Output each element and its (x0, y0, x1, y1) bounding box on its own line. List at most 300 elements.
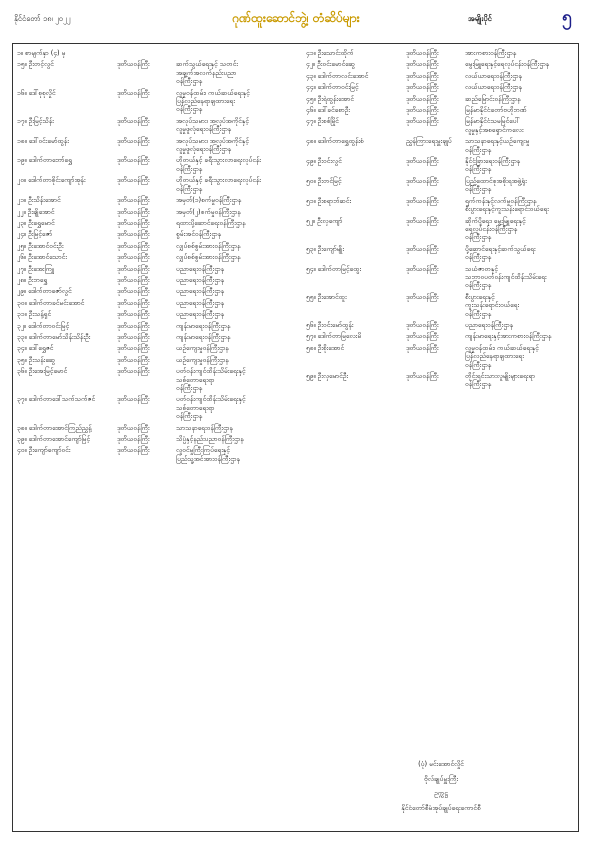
ministry-line: ကျန်းမာရေးဝန်ကြီးဌာန (176, 321, 231, 330)
list-item (306, 60, 582, 68)
ministry-line: လျှပ်စစ်စွမ်းအားဝန်ကြီးဌာန (176, 241, 241, 250)
ministry-line: ပညာရေးဝန်ကြီးဌာန (176, 275, 225, 284)
item-number: ၅၆။ (306, 320, 316, 329)
ministry-line: ကျန်းမာရေးနှင့်အားကစားဝန်ကြီးဌာန (465, 332, 552, 341)
list-item (306, 177, 582, 194)
ministry-line: မွေးမြူရေးနှင့်ရေလုပ်ငန်းဝန်ကြီးဌာန (465, 60, 550, 69)
person-name (17, 230, 117, 238)
person-name (17, 356, 117, 364)
name-text: ဦးဝင်းမော်ထွန်း (317, 320, 354, 329)
ministry-line: ပညာရေးဝန်ကြီးဌာန (176, 287, 225, 296)
name-text: ဦးလှမောင်ဦး (317, 372, 349, 380)
name-text: ဒေါက်တာလင်းအောင် (317, 71, 369, 80)
list-item (306, 321, 582, 329)
list-item (17, 333, 293, 341)
item-number: ၃၅။ (17, 355, 27, 364)
name-text: ဒေါက်တာရွှေထွန်းစံ (317, 137, 364, 146)
position-title: ဒုတိယဝန်ကြီး (406, 71, 439, 80)
name-text: ဒေါက်တာမြလေးမိ (317, 332, 362, 341)
ministry-line: ဝန်ကြီးဌာန (465, 360, 492, 369)
ministry (176, 367, 293, 392)
person-name (306, 60, 406, 68)
list-item (17, 446, 293, 463)
ministry (176, 395, 293, 420)
person-name (306, 177, 406, 194)
ministry (465, 60, 582, 68)
ministry-line: ပတ်ဝန်းကျင်ထိန်းသိမ်းရေးနှင့် (176, 395, 246, 404)
person-name (17, 344, 117, 352)
item-number: ၅၂။ (306, 216, 315, 225)
ministry-line: စီးပွားရေးနှင့်ကူးသန်းရောင်းဝယ်ရေး (465, 205, 549, 214)
name-text: ဒေါက်တာဇော်လွင် (28, 287, 72, 296)
position-title: ဒုတိယဝန်ကြီး (406, 196, 439, 205)
item-number: ၄၀။ (17, 446, 27, 455)
item-number: ၄၇။ (306, 117, 316, 126)
ministry-line: လူမှုနှင့်အစရှောင်ကလေး (465, 125, 524, 134)
ministry-line: မြန်မာနိုင်ငံတော်ဗဟိုဘဏ် (465, 106, 527, 115)
name-text: ဒေါက်တာမော်သိန်းသိန်းဦး (28, 332, 91, 341)
ministry-line: ပြန်လည်နေရာချထားရေး (176, 97, 235, 106)
person-name (17, 176, 117, 193)
list-item (306, 197, 582, 214)
ministry-line: သယံဇာတနှင့် (465, 264, 498, 273)
ministry (465, 372, 582, 389)
ministry-line: အားကစားဝန်ကြီးဌာန (465, 49, 517, 57)
person-name (17, 276, 117, 284)
position-title: ဒုတိယဝန်ကြီး (406, 49, 439, 57)
list-item (306, 157, 582, 174)
list-item (17, 395, 293, 420)
item-number: ၃၄။ (17, 344, 27, 353)
ministry-line: နိုင်ငံခြားရေးဝန်ကြီးဌာန (465, 157, 521, 166)
ministry-line: သစ်တောရေးရာ (176, 375, 215, 384)
person-name (306, 217, 406, 242)
ministry-line: သဘာဝပတ်ဝန်းကျင်ထိန်းသိမ်းရေး (465, 272, 547, 281)
person-name (306, 332, 406, 340)
ministry (465, 217, 582, 242)
ministry-line: ဝန်ကြီးဌာန (465, 309, 492, 318)
item-number: ၃၇။ (17, 395, 27, 404)
ministry-line: ဝန်ကြီးဌာန (465, 380, 492, 389)
person-name (17, 137, 117, 154)
name-text: ဒေါက်တာစိုင်းကျော်အုန်း (28, 176, 86, 185)
ministry (176, 344, 293, 352)
person-name (306, 245, 406, 262)
person-name (17, 299, 117, 307)
ministry-line: သိပ္ပံနှင့်နည်းပညာဝန်ကြီးဌာန (176, 435, 244, 444)
ministry (176, 435, 293, 443)
person-name (306, 372, 406, 389)
ministry (176, 333, 293, 341)
ministry-line: သစ်တောရေးရာ (176, 403, 215, 412)
position-title: ဒုတိယဝန်ကြီး (406, 343, 439, 352)
ministry-line: ဝန်ကြီးဌာန (465, 145, 492, 154)
name-text: ဦးမြင့်ဇော် (28, 230, 53, 239)
item-number: ၃၈။ (17, 423, 27, 432)
position-title: ဒုတိယဝန်ကြီး (406, 372, 439, 380)
list-item (306, 117, 582, 134)
ministry-line: ပညာရေးဝန်ကြီးဌာန (176, 310, 225, 319)
ministry-line: ဟိုတယ်နှင့် ခရီးသွားလာရေးလုပ်ငန်း (176, 156, 261, 165)
ministry-line: ဝန်ကြီးဌာန (465, 281, 492, 290)
ministry (465, 265, 582, 290)
position-title: ဒုတိယဝန်ကြီး (406, 216, 439, 225)
position-title: ဒုတိယဝန်ကြီး (406, 157, 439, 166)
right-column (306, 49, 582, 392)
position-title: ဒုတိယဝန်ကြီး (117, 287, 150, 296)
ministry-line: အမှတ်(၁)စက်မှုဝန်ကြီးဌာန (176, 196, 242, 205)
item-number: ၂၉။ (17, 287, 26, 296)
ministry (176, 219, 293, 227)
list-item (306, 344, 582, 369)
item-number: ၄၂။ (306, 60, 315, 69)
name-text: ဦးရဲထွန်းအောင် (317, 94, 354, 103)
ministry-line: ဝန်ကြီးဌာန (465, 185, 492, 194)
ministry-line: ပညာရေးဝန်ကြီးဌာန (176, 264, 225, 273)
item-number: ၅၃။ (306, 244, 316, 253)
signature-role: ဥက္ကဋ္ဌ (434, 789, 448, 797)
position-title: ဒုတိယဝန်ကြီး (117, 275, 150, 284)
ministry (465, 117, 582, 134)
ministry (176, 117, 293, 134)
item-number: ၄၅။ (306, 94, 316, 103)
list-item (17, 219, 293, 227)
list-item (17, 230, 293, 238)
person-name (306, 293, 406, 318)
name-text: ဦးဘရွှေ (28, 275, 48, 284)
name-text: ဦးလှကျော် (317, 216, 343, 225)
position-title: ဒုတိယဝန်ကြီး (406, 60, 439, 69)
item-number: ၃၀။ (17, 298, 27, 307)
name-text: ဦးအေးမြင့်မောင် (28, 367, 68, 376)
ministry (465, 137, 582, 154)
name-text: ဒေါက်တာဘော်ရွှေ (28, 156, 72, 165)
position-title: ဒုတိယဝန်ကြီး (117, 321, 150, 330)
person-name (17, 333, 117, 341)
person-name (306, 72, 406, 80)
ministry-line: ကူးသန်းရောင်းဝယ်ရေး (465, 301, 520, 310)
list-item (17, 156, 293, 173)
name-text: ဒေါက်တာအောင်ကြည်ညွှန့် (28, 423, 92, 432)
person-name (17, 265, 117, 273)
list-item (306, 245, 582, 262)
ministry (465, 332, 582, 340)
list-item (306, 72, 582, 80)
ministry-line: ဝန်ကြီးဌာန (176, 184, 203, 193)
name-text: ဒေါက်တာအောင်ကျော်မြင့် (28, 435, 91, 444)
person-name (306, 106, 406, 114)
list-item (306, 217, 582, 242)
position-title: ညွှန်ကြားရေးမှူးချုပ် (406, 137, 452, 146)
ministry-line: လူမှုဖူလုံရေးဝန်ကြီးဌာန (176, 125, 232, 134)
ministry-line: ယဉ်ကျေးမှုဝန်ကြီးဌာန (176, 355, 229, 364)
ministry-line: ဝန်ကြီးဌာန (465, 253, 492, 262)
ministry (176, 253, 293, 261)
item-number: ၅၀။ (306, 176, 316, 185)
name-text: ဦးစိုးအောင် (317, 343, 345, 352)
ministry-line: ဝန်ကြီးဌာန (465, 165, 492, 174)
item-number: ၅၉။ (306, 372, 316, 380)
ministry-line: စွမ်းအင်ဝန်ကြီးဌာန (176, 230, 221, 239)
position-title: ဒုတိယဝန်ကြီး (117, 310, 150, 319)
ministry-line: ရေလုပ်ငန်းဝန်ကြီးဌာန (465, 224, 518, 233)
item-number: ၅၁။ (306, 196, 316, 205)
name-text: ဒေါက်တာဝင်းမြင့် (28, 321, 70, 330)
name-text: ဒေါက်တာမြင့်ထွေး (317, 264, 362, 273)
name-text: ဦးအောင်ထူး (317, 292, 347, 301)
signature-title: ဗိုလ်ချုပ်မှူးကြီး (423, 774, 459, 783)
item-number: ၂၈။ (17, 275, 27, 284)
list-item (17, 367, 293, 392)
name-text: ဦးဝင်းလွင် (317, 157, 342, 166)
name-text: ဦးကျော်ကျော်ဝင်း (28, 446, 71, 455)
item-number: ၂၃။ (17, 218, 26, 227)
item-number: ၃၂။ (17, 321, 26, 330)
name-text: ဦးသန်းဆွေ (28, 355, 56, 364)
item-number: ၅၄။ (306, 264, 316, 273)
position-title: ဒုတိယဝန်ကြီး (117, 207, 150, 216)
item-number: ၃၉။ (17, 435, 27, 444)
item-number: ၄၆။ (306, 106, 316, 115)
ministry (176, 322, 293, 330)
ministry-line: အလုပ်သမား၊ အလုပ်အကိုင်နှင့် (176, 116, 249, 125)
ministry-line: လယ်ယာရေးဝန်ကြီးဌာန (465, 83, 522, 92)
ministry-line: တိုင်းရင်းသားလူမျိုးများရေးရာ (465, 372, 535, 380)
position-title: ဒုတိယဝန်ကြီး (117, 116, 150, 125)
ministry-line: အမှတ်(၂)စက်မှုဝန်ကြီးဌာန (176, 207, 241, 216)
list-item (306, 83, 582, 91)
position-title: ဒုတိယဝန်ကြီး (406, 332, 439, 341)
ministry (176, 446, 293, 463)
ministry-line: ဝန်ကြီးဌာန (176, 412, 203, 421)
ministry (465, 95, 582, 103)
item-number: ၁၅။ (17, 60, 27, 69)
ministry-line: ပြည်သူ့အင်အားဝန်ကြီးဌာန (176, 454, 240, 463)
list-item (17, 89, 293, 114)
ministry (176, 156, 293, 173)
item-number: ၁၇။ (17, 116, 27, 125)
ministry (176, 287, 293, 295)
ministry-line: ဝန်ကြီးဌာန (176, 164, 203, 173)
list-item (306, 372, 582, 389)
item-number: ၁၉။ (17, 156, 27, 165)
person-name (306, 137, 406, 154)
position-title: ဒုတိယဝန်ကြီး (117, 230, 150, 239)
position-title: ဒုတိယဝန်ကြီး (117, 156, 150, 165)
ministry (465, 197, 582, 214)
list-item (17, 322, 293, 330)
position-title: ဒုတိယဝန်ကြီး (406, 106, 439, 115)
header-date: နိုင်ငံတော် ၁၈၊ ၂၀၂၂ (14, 14, 71, 23)
name-text: ဒေါ်ရွှေဇင် (28, 344, 54, 353)
ministry-line: မြန်မာနိုင်ငံသမမြင်ပေါ် (465, 117, 520, 126)
person-name (17, 435, 117, 443)
ministry (176, 424, 293, 432)
position-title: ဒုတိယဝန်ကြီး (117, 60, 150, 69)
list-item (17, 356, 293, 364)
person-name (306, 157, 406, 174)
ministry (465, 157, 582, 174)
list-item (17, 287, 293, 295)
item-number: ၅၇။ (306, 332, 316, 341)
ministry (465, 83, 582, 91)
name-text: ဦးသောင်းထိုက် (317, 49, 354, 57)
name-text: ဦးစစ်မြိုင် (317, 117, 339, 126)
ministry (176, 356, 293, 364)
person-name (17, 219, 117, 227)
position-title: ဒုတိယဝန်ကြီး (117, 446, 150, 455)
position-title: ဒုတိယဝန်ကြီး (117, 88, 150, 97)
ministry-line: သာသနာရေးနှင့်ယဉ်ကျေးမှု (465, 137, 530, 146)
person-name (306, 83, 406, 91)
ministry (465, 245, 582, 262)
position-title: ဒုတိယဝန်ကြီး (117, 435, 150, 444)
ministry-line: ပညာရေးဝန်ကြီးဌာန (176, 298, 225, 307)
person-name (17, 253, 117, 261)
person-name (17, 446, 117, 463)
item-number: ၅၅။ (306, 292, 316, 301)
item-number: ၂၇။ (17, 264, 26, 273)
item-number: ၂၁။ (17, 196, 26, 205)
ministry (176, 60, 293, 85)
person-name (306, 265, 406, 290)
ministry (465, 293, 582, 318)
position-title: ဒုတိယဝန်ကြီး (117, 355, 150, 364)
item-number: ၃၃။ (17, 332, 27, 341)
ministry-line: လယ်ယာရေးဝန်ကြီးဌာန (465, 71, 522, 80)
ministry (176, 230, 293, 238)
name-text: ဦးအောင်ဝင်းဦး (28, 241, 64, 250)
item-number: ၁၈။ (17, 136, 27, 145)
position-title: ဒုတိယဝန်ကြီး (117, 253, 150, 262)
person-name (17, 242, 117, 250)
name-text: ဦးရွှေမောင် (28, 218, 55, 227)
ministry-line: ဆိုက်ပို့ရေး၊ မွေးမြူရေးနှင့် (465, 216, 526, 225)
list-item (17, 60, 293, 85)
position-title: ဒုတိယဝန်ကြီး (406, 264, 439, 273)
list-item (17, 117, 293, 134)
item-number: ၂၂။ (17, 207, 26, 216)
ministry-line: ဝန်ကြီးဌာန (176, 384, 203, 392)
position-title: ဒုတိယဝန်ကြီး (406, 94, 439, 103)
ministry-line: ဆည်မြောင်းဝန်ကြီးဌာန (465, 94, 521, 103)
person-name (17, 322, 117, 330)
list-item (306, 49, 582, 57)
person-name (306, 197, 406, 214)
list-item (306, 106, 582, 114)
signature-block (306, 757, 576, 815)
position-title: ဒုတိယဝန်ကြီး (406, 176, 439, 185)
right-list (306, 49, 582, 389)
list-item (306, 293, 582, 318)
position-title: ဒုတိယဝန်ကြီး (117, 176, 150, 185)
position-title: ဒုတိယဝန်ကြီး (117, 241, 150, 250)
name-text: ဦးအောင်သောင်း (28, 253, 67, 262)
name-text: ဦးမြင့်သိန်း (28, 116, 54, 125)
left-list (17, 60, 293, 463)
ministry (465, 106, 582, 114)
ministry (176, 276, 293, 284)
name-text: ဒေါက်တာခင်မင်းအောင် (28, 298, 85, 307)
item-number: ၄၄။ (306, 83, 316, 92)
item-number: ၃၁။ (17, 310, 27, 319)
ministry (176, 137, 293, 154)
person-name (17, 424, 117, 432)
ministry-line: လျှပ်စစ်စွမ်းအားဝန်ကြီးဌာန (176, 253, 241, 262)
person-name (17, 367, 117, 392)
ministry-line: လူမှုဝန်ထမ်း၊ ကယ်ဆယ်ရေးနှင့် (465, 343, 539, 352)
ministry-line: ယဉ်ကျေးမှုဝန်ကြီးဌာန (176, 344, 229, 353)
name-text: ဦးသိန်းအောင် (28, 196, 61, 205)
ministry (176, 176, 293, 193)
page-number: ၅ (562, 7, 572, 27)
ministry-line: သာသနာရေးဝန်ကြီးဌာန (176, 423, 233, 432)
name-text: ဒေါ်စုစုလှိုင် (28, 88, 56, 97)
list-item (17, 276, 293, 284)
item-number: ၁၆။ (17, 88, 27, 97)
ministry-line: ရထားပို့ဆောင်ရေးဝန်ကြီးဌာန (176, 218, 246, 227)
person-name (306, 321, 406, 329)
name-text: ဦးကျော်မျိုး (317, 244, 345, 253)
person-name (306, 344, 406, 369)
list-item (17, 208, 293, 216)
item-number: ၄၃။ (306, 71, 316, 80)
ministry-line: ဆက်သွယ်ရေးနှင့် သတင်း (176, 60, 238, 69)
ministry (176, 196, 293, 204)
list-item (17, 299, 293, 307)
list-item (17, 176, 293, 193)
item-number: ၄၁။ (306, 49, 316, 57)
position-title: ဒုတိယဝန်ကြီး (406, 292, 439, 301)
ministry-line: အချက်အလက်နည်းပညာ (176, 68, 237, 77)
ministry-line: ရက်ကန်းနှင့်လက်မှုဝန်ကြီးဌာန (465, 196, 537, 205)
person-name (17, 196, 117, 204)
ministry (465, 177, 582, 194)
ministry-line: စီးပွားရေးနှင့် (465, 292, 495, 301)
ministry-line: ပတ်ဝန်းကျင်ထိန်းသိမ်းရေးနှင့် (176, 367, 246, 376)
ministry (176, 89, 293, 114)
header-right-label: အမျိုးပိုင် (468, 14, 492, 23)
ministry-line: လူမှုဖူလုံရေးဝန်ကြီးဌာန (176, 145, 232, 154)
ministry (465, 321, 582, 329)
ministry-line: ပို့ဆောင်ရေးနှင့်ဆက်သွယ်ရေး (465, 244, 536, 253)
name-text: ဒေါ်ခင်စောဦး (317, 106, 350, 115)
name-text: ဒေါက်တာဝင်းမြင့် (317, 83, 359, 92)
ministry-line: ဟိုတယ်နှင့် ခရီးသွားလာရေးလုပ်ငန်း (176, 176, 261, 185)
position-title: ဒုတိယဝန်ကြီး (117, 264, 150, 273)
left-column (17, 49, 293, 466)
name-text: ဒေါက်တာဒေါ်သက်သက်ဇင် (28, 395, 95, 404)
list-item (17, 253, 293, 261)
list-item (306, 137, 582, 154)
position-title: ဒုတိယဝန်ကြီး (406, 320, 439, 329)
name-text: ဒေါ်ဝင်းမော်ထွန်း (28, 136, 69, 145)
person-name (17, 310, 117, 318)
person-name (306, 49, 406, 57)
person-name (17, 208, 117, 216)
position-title: ဒုတိယဝန်ကြီး (406, 83, 439, 92)
item-number: ၂၀။ (17, 176, 26, 185)
person-name (17, 89, 117, 114)
person-name (306, 117, 406, 134)
ministry-line: ဝန်ကြီးဌာန (176, 77, 203, 86)
ministry (176, 242, 293, 250)
name-text: ဦးဝင်းမောင်ဆွေ (317, 60, 355, 69)
name-text: ဦးချိုအောင် (27, 207, 55, 216)
list-item (17, 265, 293, 273)
name-text: ဦးသန့်ရှင် (28, 310, 52, 319)
ministry-line: ပြည်ထောင်စုအစိုးရအဖွဲ့ရုံး (465, 176, 527, 185)
